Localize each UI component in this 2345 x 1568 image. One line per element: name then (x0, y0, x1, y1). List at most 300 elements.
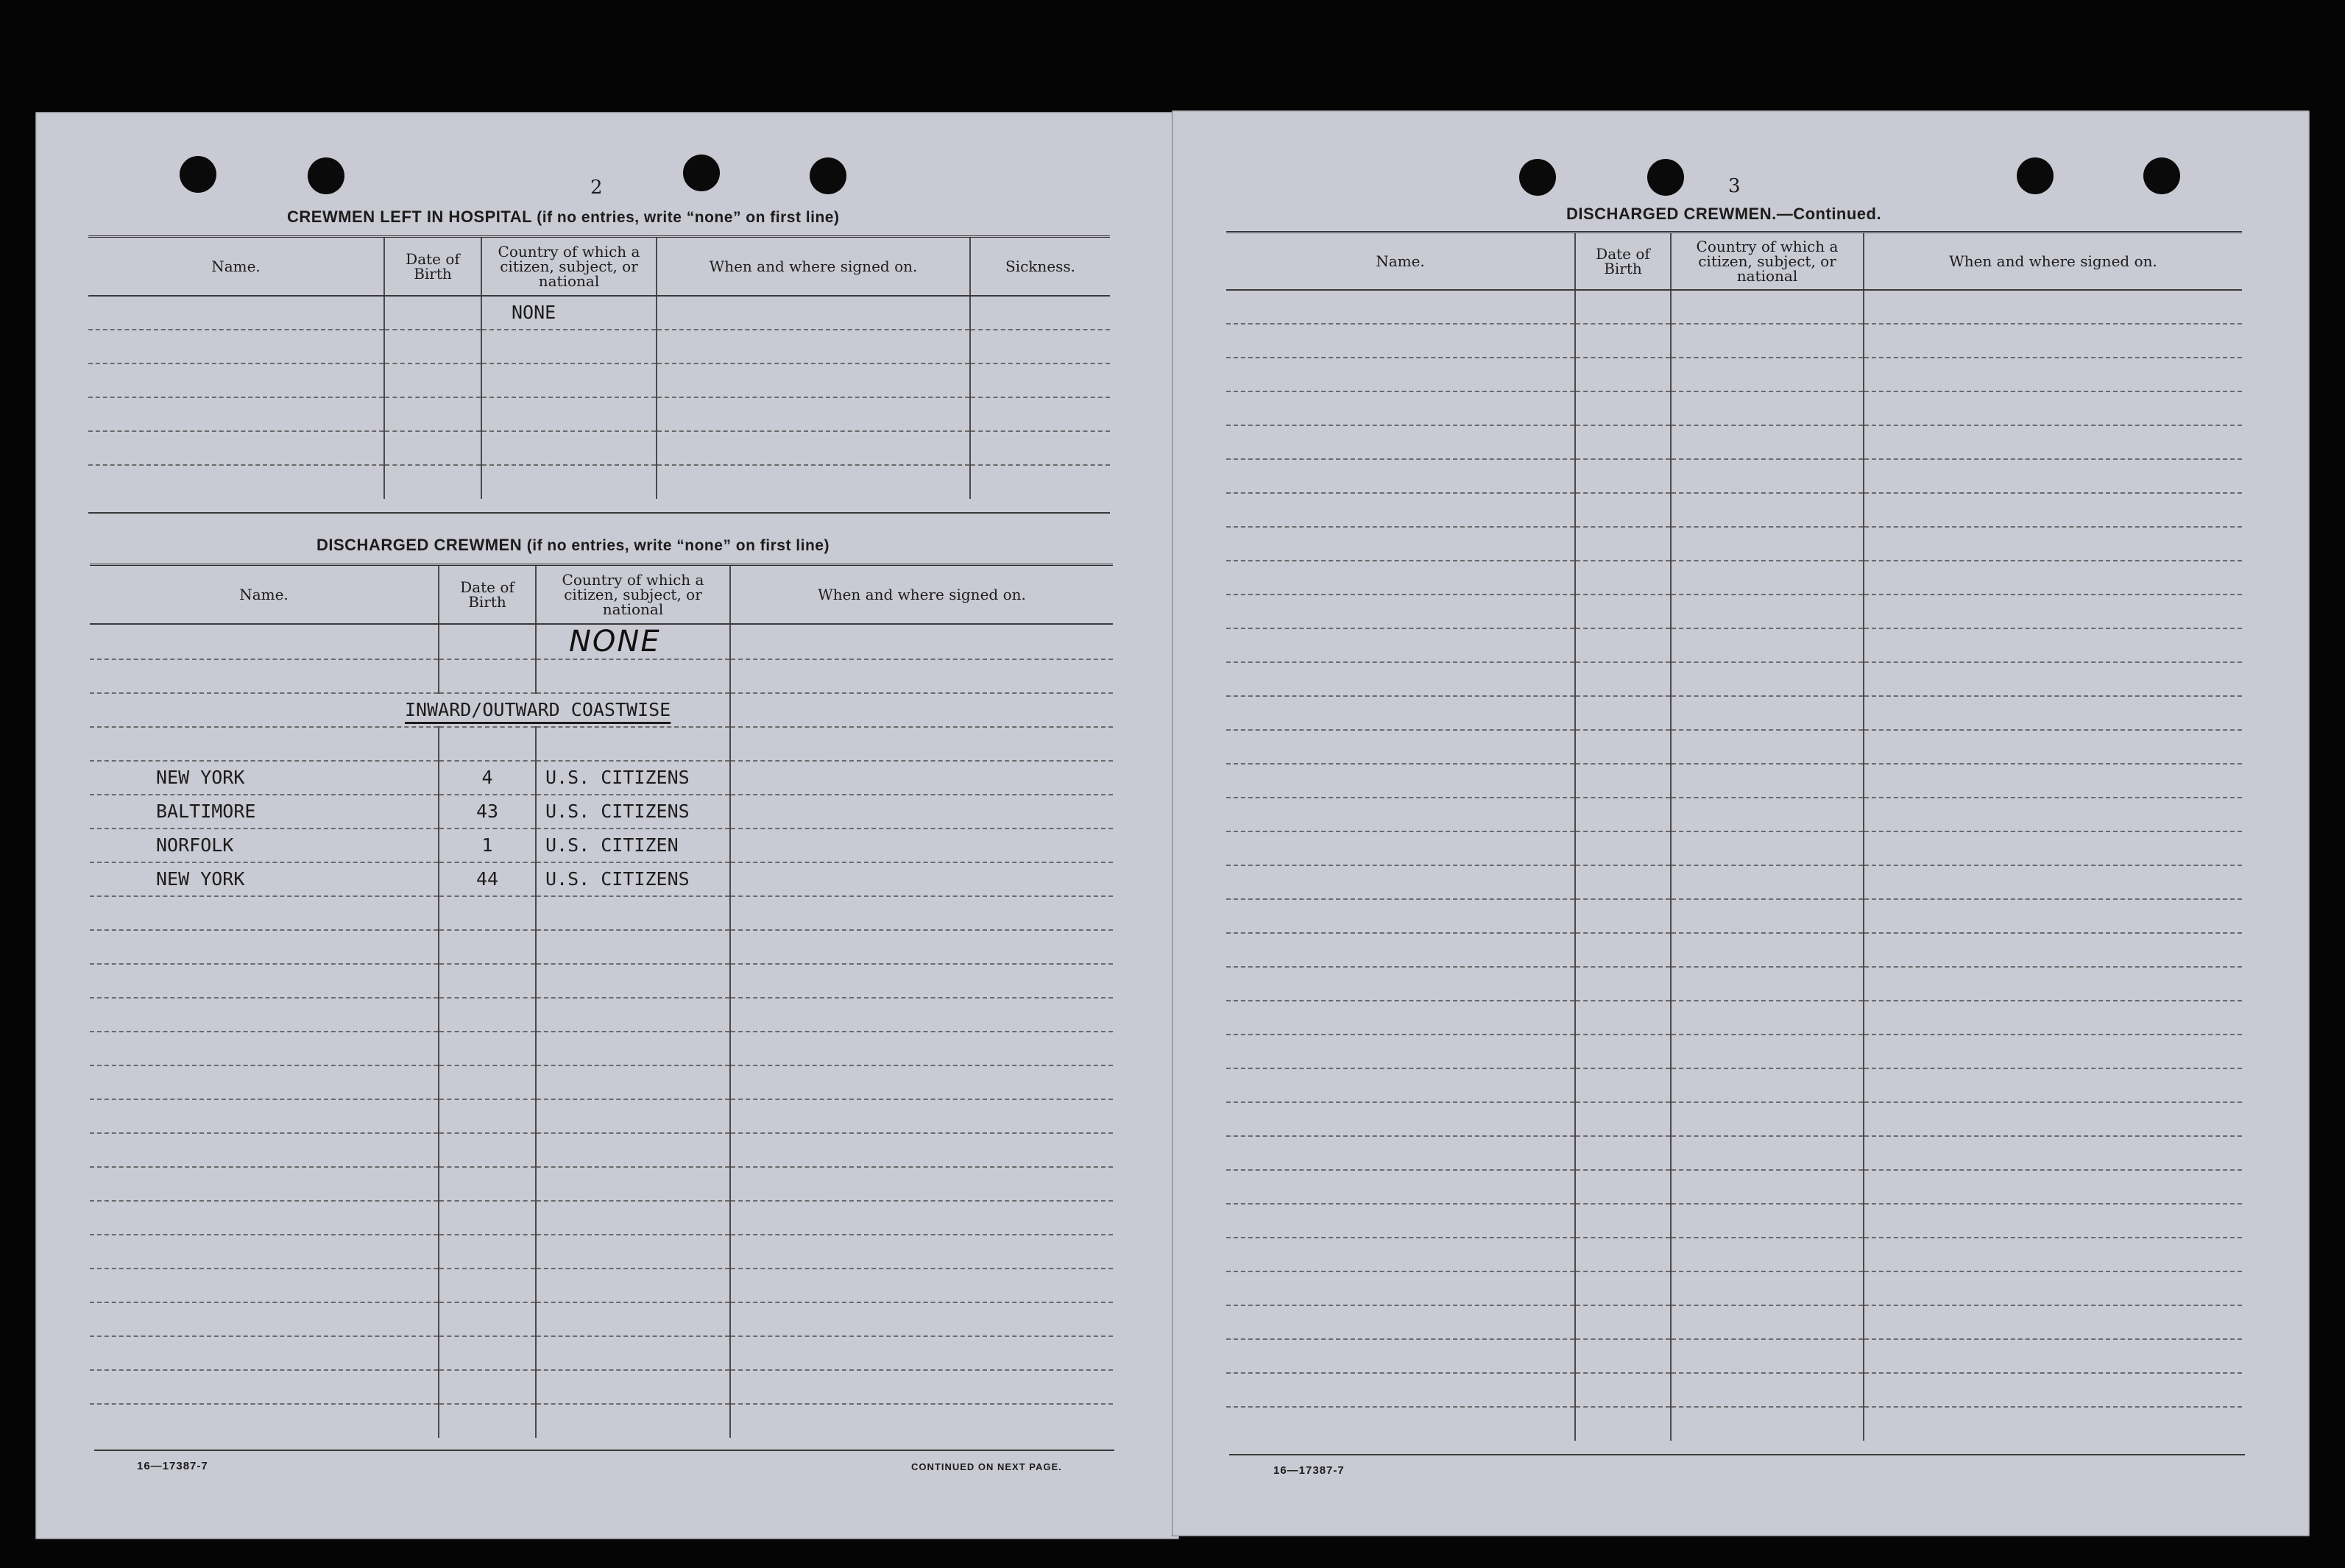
date-cell (1575, 493, 1671, 527)
sickness-cell (970, 330, 1110, 363)
name-cell (1226, 865, 1575, 899)
signed-on-cell (730, 1201, 1113, 1235)
table-row (88, 431, 1110, 465)
signed-on-cell (730, 1032, 1113, 1065)
country-cell (536, 1302, 730, 1336)
name-cell (90, 624, 439, 659)
date-cell (439, 1065, 536, 1099)
hospital-section-title: CREWMEN LEFT IN HOSPITAL (if no entries, write “none” on first line) (287, 207, 840, 226)
col-header-name: Name. (90, 565, 439, 624)
date-cell: 4 (439, 761, 536, 795)
name-cell (1226, 527, 1575, 561)
name-cell (1226, 1068, 1575, 1102)
country-cell (1671, 358, 1864, 391)
signed-on-cell (730, 1336, 1113, 1370)
name-cell (88, 465, 384, 499)
name-cell (90, 1302, 439, 1336)
name-cell: BALTIMORE (90, 795, 439, 829)
date-cell (439, 1032, 536, 1065)
page-number: 3 (1728, 175, 1741, 197)
name-cell (1226, 1204, 1575, 1238)
country-cell (481, 397, 657, 431)
country-cell (536, 964, 730, 998)
country-cell (1671, 1305, 1864, 1339)
country-cell (536, 1336, 730, 1370)
table-row (1226, 1373, 2242, 1407)
name-cell (1226, 324, 1575, 358)
table-row (90, 1201, 1113, 1235)
col-header-date-of-birth: Date of Birth (1575, 233, 1671, 290)
signed-on-cell (1864, 391, 2242, 425)
table-row (1226, 1305, 2242, 1339)
signed-on-cell (1864, 1068, 2242, 1102)
table-row (90, 1167, 1113, 1201)
signed-on-cell (1864, 358, 2242, 391)
date-cell (439, 1302, 536, 1336)
signed-on-cell (1864, 425, 2242, 459)
signed-on-cell (1864, 831, 2242, 865)
country-cell (1671, 290, 1864, 324)
signed-on-cell (1864, 1170, 2242, 1204)
name-cell (90, 1269, 439, 1302)
name-cell (1226, 1035, 1575, 1068)
name-cell (90, 1201, 439, 1235)
name-cell (88, 397, 384, 431)
signed-on-cell (1864, 1339, 2242, 1373)
country-cell (1671, 764, 1864, 798)
name-cell (90, 1235, 439, 1269)
signed-on-cell (730, 829, 1113, 862)
name-cell (1226, 1407, 1575, 1441)
table-row (1226, 391, 2242, 425)
signed-on-cell (1864, 1204, 2242, 1238)
date-cell (384, 296, 481, 330)
table-row (90, 829, 1113, 862)
country-cell (481, 465, 657, 499)
signed-on-cell (730, 1235, 1113, 1269)
table-row (90, 795, 1113, 829)
signed-on-cell (657, 296, 970, 330)
date-cell (1575, 1373, 1671, 1407)
page-number: 2 (590, 177, 603, 199)
name-cell (90, 998, 439, 1032)
date-cell (1575, 1204, 1671, 1238)
country-cell (1671, 1035, 1864, 1068)
date-cell: 43 (439, 795, 536, 829)
date-cell (384, 397, 481, 431)
name-cell (90, 1370, 439, 1404)
table-row (90, 1370, 1113, 1404)
country-cell (1671, 425, 1864, 459)
signed-on-cell (1864, 628, 2242, 662)
col-header-country: Country of which a citizen, subject, or national (1671, 233, 1864, 290)
col-header-signed-on: When and where signed on. (657, 237, 970, 296)
country-cell (1671, 1102, 1864, 1136)
signed-on-cell (1864, 290, 2242, 324)
signed-on-cell (657, 330, 970, 363)
signed-on-cell (1864, 696, 2242, 730)
country-cell (536, 1269, 730, 1302)
continued-note: CONTINUED ON NEXT PAGE. (911, 1461, 1062, 1472)
date-cell (1575, 561, 1671, 595)
discharged-section-title: DISCHARGED CREWMEN (if no entries, write “none” on first line) (316, 536, 830, 554)
date-cell (439, 1336, 536, 1370)
date-cell (1575, 662, 1671, 696)
country-cell (1671, 391, 1864, 425)
country-cell (1671, 459, 1864, 493)
date-cell (384, 363, 481, 397)
name-cell (90, 1336, 439, 1370)
country-cell (536, 1235, 730, 1269)
signed-on-cell (730, 624, 1113, 659)
signed-on-cell (1864, 865, 2242, 899)
signed-on-cell (1864, 899, 2242, 933)
signed-on-cell (1864, 933, 2242, 967)
signed-on-cell (1864, 459, 2242, 493)
name-cell (90, 896, 439, 930)
table-row (1226, 933, 2242, 967)
name-cell (88, 431, 384, 465)
form-number: 16—17387-7 (1273, 1464, 1345, 1477)
signed-on-cell (730, 1167, 1113, 1201)
right-page (1172, 110, 2310, 1536)
table-row (1226, 324, 2242, 358)
signed-on-cell (1864, 1136, 2242, 1170)
date-cell (1575, 1339, 1671, 1373)
name-cell (88, 296, 384, 330)
punch-hole (180, 156, 216, 193)
country-cell (1671, 324, 1864, 358)
name-cell (1226, 662, 1575, 696)
signed-on-cell (730, 1133, 1113, 1167)
name-cell (1226, 967, 1575, 1001)
name-cell (1226, 358, 1575, 391)
date-cell (1575, 967, 1671, 1001)
table-row (90, 761, 1113, 795)
table-row (1226, 527, 2242, 561)
table-row (88, 363, 1110, 397)
coastwise-label: INWARD/OUTWARD COASTWISE (405, 699, 671, 720)
table-row (90, 1404, 1113, 1438)
signed-on-cell (730, 998, 1113, 1032)
country-cell (1671, 1170, 1864, 1204)
signed-on-cell (1864, 1271, 2242, 1305)
table-row (1226, 459, 2242, 493)
name-cell (90, 1065, 439, 1099)
country-cell: U.S. CITIZENS (536, 795, 730, 829)
country-cell (1671, 1001, 1864, 1035)
handwritten-none: NONE (569, 624, 661, 659)
table-row (1226, 1271, 2242, 1305)
name-cell (1226, 831, 1575, 865)
col-header-date-of-birth: Date of Birth (439, 565, 536, 624)
sickness-cell (970, 465, 1110, 499)
table-row (1226, 831, 2242, 865)
form-number: 16—17387-7 (137, 1460, 208, 1472)
table-row (1226, 290, 2242, 324)
country-cell (481, 330, 657, 363)
country-cell (1671, 595, 1864, 628)
date-cell (439, 1269, 536, 1302)
country-cell (536, 1032, 730, 1065)
name-cell (1226, 1102, 1575, 1136)
name-cell (1226, 391, 1575, 425)
col-header-country: Country of which a citizen, subject, or national (481, 237, 657, 296)
country-cell (536, 624, 730, 659)
name-cell: NORFOLK (90, 829, 439, 862)
table-row (90, 896, 1113, 930)
date-cell (1575, 1170, 1671, 1204)
name-cell (1226, 1238, 1575, 1271)
country-cell (536, 1201, 730, 1235)
country-cell (1671, 527, 1864, 561)
name-cell (1226, 1373, 1575, 1407)
date-cell (439, 998, 536, 1032)
date-cell (1575, 459, 1671, 493)
signed-on-cell (1864, 527, 2242, 561)
name-cell (1226, 561, 1575, 595)
col-header-signed-on: When and where signed on. (1864, 233, 2242, 290)
table-row (1226, 493, 2242, 527)
date-cell (1575, 933, 1671, 967)
table-row (90, 1032, 1113, 1065)
table-row (1226, 1170, 2242, 1204)
signed-on-cell (657, 363, 970, 397)
country-cell (1671, 662, 1864, 696)
date-cell: 44 (439, 862, 536, 896)
table-row (1226, 865, 2242, 899)
signed-on-cell (730, 862, 1113, 896)
country-cell (536, 1370, 730, 1404)
sickness-cell (970, 431, 1110, 465)
table-row (90, 1099, 1113, 1133)
col-header-name: Name. (1226, 233, 1575, 290)
name-cell (1226, 1136, 1575, 1170)
country-cell (536, 1404, 730, 1438)
country-cell (1671, 798, 1864, 831)
date-cell (1575, 1271, 1671, 1305)
table-row (1226, 967, 2242, 1001)
name-cell (90, 1032, 439, 1065)
name-cell (90, 1133, 439, 1167)
signed-on-cell (1864, 324, 2242, 358)
date-cell (1575, 595, 1671, 628)
table-row (90, 1269, 1113, 1302)
signed-on-cell (1864, 730, 2242, 764)
date-cell (1575, 324, 1671, 358)
country-cell (1671, 967, 1864, 1001)
table-row (1226, 1204, 2242, 1238)
signed-on-cell (1864, 662, 2242, 696)
date-cell (384, 330, 481, 363)
table-row (1226, 1102, 2242, 1136)
country-cell (1671, 1204, 1864, 1238)
signed-on-cell (1864, 1035, 2242, 1068)
date-cell (1575, 527, 1671, 561)
country-cell (1671, 1339, 1864, 1373)
date-cell (439, 896, 536, 930)
date-cell (439, 1201, 536, 1235)
left-page (35, 112, 1179, 1539)
country-cell (536, 998, 730, 1032)
signed-on-cell (1864, 1102, 2242, 1136)
signed-on-cell (730, 1404, 1113, 1438)
country-cell (1671, 628, 1864, 662)
signed-on-cell (730, 1302, 1113, 1336)
country-cell (1671, 1238, 1864, 1271)
punch-hole (683, 155, 720, 191)
signed-on-cell (730, 795, 1113, 829)
date-cell (1575, 628, 1671, 662)
country-cell (536, 1065, 730, 1099)
country-cell (1671, 1136, 1864, 1170)
table-row (1226, 561, 2242, 595)
table-row (90, 862, 1113, 896)
name-cell (1226, 290, 1575, 324)
country-cell (1671, 561, 1864, 595)
country-cell (1671, 831, 1864, 865)
col-header-country: Country of which a citizen, subject, or national (536, 565, 730, 624)
date-cell (1575, 831, 1671, 865)
name-cell: NEW YORK (90, 862, 439, 896)
signed-on-cell (1864, 798, 2242, 831)
country-cell (1671, 1373, 1864, 1407)
name-cell (90, 1167, 439, 1201)
country-cell (536, 1099, 730, 1133)
name-cell (1226, 798, 1575, 831)
sickness-cell (970, 296, 1110, 330)
name-cell: NEW YORK (90, 761, 439, 795)
signed-on-cell (1864, 1373, 2242, 1407)
date-cell (1575, 696, 1671, 730)
punch-hole (1647, 159, 1684, 196)
country-cell (481, 363, 657, 397)
name-cell (1226, 1271, 1575, 1305)
date-cell (1575, 1035, 1671, 1068)
date-cell (1575, 1305, 1671, 1339)
col-header-sickness: Sickness. (970, 237, 1110, 296)
signed-on-cell (1864, 493, 2242, 527)
name-cell (90, 930, 439, 964)
country-cell (1671, 1068, 1864, 1102)
name-cell (1226, 459, 1575, 493)
signed-on-cell (1864, 561, 2242, 595)
name-cell (1226, 696, 1575, 730)
signed-on-cell (730, 1065, 1113, 1099)
name-cell (1226, 628, 1575, 662)
date-cell (1575, 1001, 1671, 1035)
country-cell: U.S. CITIZENS (536, 862, 730, 896)
sickness-cell (970, 397, 1110, 431)
name-cell (88, 330, 384, 363)
table-row (1226, 696, 2242, 730)
signed-on-cell (730, 1370, 1113, 1404)
country-cell (1671, 1271, 1864, 1305)
name-cell (1226, 764, 1575, 798)
date-cell (1575, 764, 1671, 798)
table-row (1226, 1001, 2242, 1035)
name-cell (90, 964, 439, 998)
sickness-cell (970, 363, 1110, 397)
country-cell (536, 896, 730, 930)
punch-hole (1519, 159, 1556, 196)
table-row (1226, 1136, 2242, 1170)
date-cell (1575, 1407, 1671, 1441)
country-cell (536, 930, 730, 964)
country-cell (1671, 933, 1864, 967)
country-cell (1671, 493, 1864, 527)
name-cell (1226, 595, 1575, 628)
date-cell (384, 465, 481, 499)
table-row (1226, 1407, 2242, 1441)
country-cell (1671, 899, 1864, 933)
table-row (88, 330, 1110, 363)
signed-on-cell (730, 761, 1113, 795)
date-cell (439, 930, 536, 964)
signed-on-cell (657, 397, 970, 431)
country-cell (1671, 696, 1864, 730)
country-cell: U.S. CITIZEN (536, 829, 730, 862)
table-row (90, 1235, 1113, 1269)
country-cell (481, 431, 657, 465)
signed-on-cell (1864, 967, 2242, 1001)
punch-hole (308, 157, 344, 194)
signed-on-cell (1864, 1305, 2242, 1339)
table-row (90, 998, 1113, 1032)
country-cell (1671, 1407, 1864, 1441)
signed-on-cell (1864, 1407, 2242, 1441)
date-cell (1575, 865, 1671, 899)
table-row (1226, 595, 2242, 628)
name-cell (1226, 1339, 1575, 1373)
date-cell (1575, 1136, 1671, 1170)
punch-hole (2143, 157, 2180, 194)
date-cell (439, 1133, 536, 1167)
table-row (90, 930, 1113, 964)
punch-hole (2017, 157, 2054, 194)
table-row (1226, 798, 2242, 831)
table-row (1226, 358, 2242, 391)
name-cell (1226, 933, 1575, 967)
signed-on-cell (730, 930, 1113, 964)
table-row (90, 1065, 1113, 1099)
table-row (1226, 628, 2242, 662)
table-row (1226, 730, 2242, 764)
signed-on-cell (1864, 1001, 2242, 1035)
date-cell (1575, 798, 1671, 831)
country-cell: NONE (481, 296, 657, 330)
col-header-name: Name. (88, 237, 384, 296)
date-cell (439, 1370, 536, 1404)
signed-on-cell (657, 431, 970, 465)
signed-on-cell (730, 1269, 1113, 1302)
signed-on-cell (1864, 1238, 2242, 1271)
table-row (88, 296, 1110, 330)
date-cell (384, 431, 481, 465)
country-cell (536, 1133, 730, 1167)
date-cell (439, 964, 536, 998)
name-cell (1226, 1170, 1575, 1204)
date-cell: 1 (439, 829, 536, 862)
col-header-signed-on: When and where signed on. (730, 565, 1113, 624)
signed-on-cell (1864, 764, 2242, 798)
date-cell (439, 1099, 536, 1133)
table-row (88, 465, 1110, 499)
discharged-continued-title: DISCHARGED CREWMEN.—Continued. (1566, 205, 1882, 223)
name-cell (90, 1099, 439, 1133)
table-row (90, 964, 1113, 998)
name-cell (90, 1404, 439, 1438)
